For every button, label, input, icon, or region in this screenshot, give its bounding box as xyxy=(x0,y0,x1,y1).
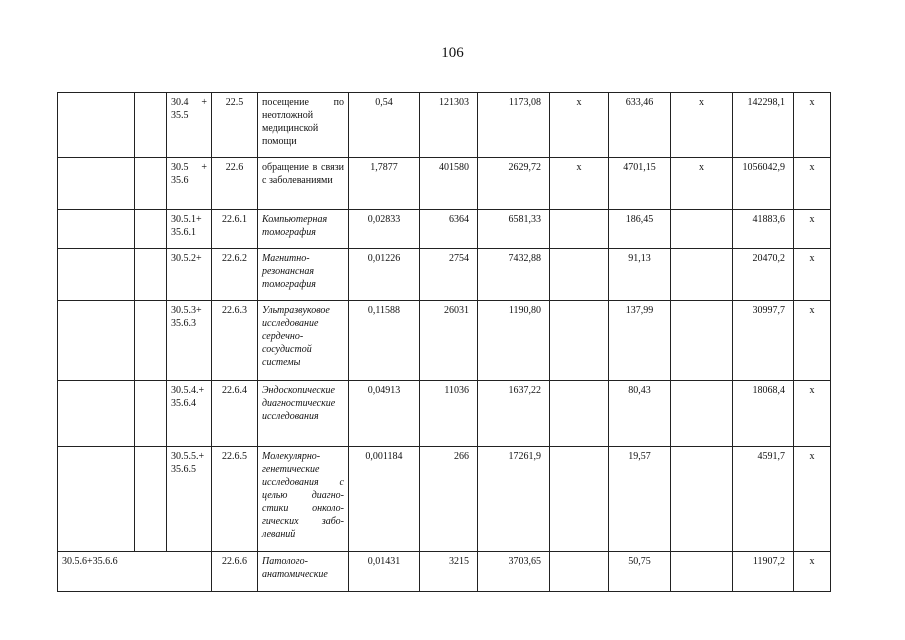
table-row xyxy=(58,249,831,301)
value-cell: 2754 xyxy=(420,249,478,301)
sub-code-cell: 22.6.1 xyxy=(212,210,258,249)
table-row xyxy=(58,210,831,249)
empty-cell xyxy=(135,210,167,249)
code-cell: 30.5.4.+ 35.6.4 xyxy=(167,381,212,447)
value-cell: 0,01431 xyxy=(349,552,420,592)
description-cell: Эндоскопические диагностические исследования xyxy=(258,381,349,447)
value-cell: 121303 xyxy=(420,93,478,158)
value-cell: 0,04913 xyxy=(349,381,420,447)
table-row xyxy=(58,381,831,447)
value-cell: 41883,6 xyxy=(733,210,794,249)
value-cell: 4701,15 xyxy=(609,158,671,210)
value-cell: х xyxy=(794,381,831,447)
value-cell: 1190,80 xyxy=(478,301,550,381)
value-cell: 11907,2 xyxy=(733,552,794,592)
sub-code-cell: 22.6.4 xyxy=(212,381,258,447)
value-cell: 3215 xyxy=(420,552,478,592)
code-cell: 30.5.2+ xyxy=(167,249,212,301)
value-cell: 633,46 xyxy=(609,93,671,158)
value-cell: 20470,2 xyxy=(733,249,794,301)
empty-cell xyxy=(58,447,135,552)
value-cell: х xyxy=(794,552,831,592)
value-cell: 0,02833 xyxy=(349,210,420,249)
value-cell xyxy=(671,210,733,249)
code-cell: 30.5.1+ 35.6.1 xyxy=(167,210,212,249)
empty-cell xyxy=(58,301,135,381)
value-cell xyxy=(550,301,609,381)
value-cell: 11036 xyxy=(420,381,478,447)
value-cell xyxy=(550,249,609,301)
table-row xyxy=(58,552,831,592)
value-cell: 19,57 xyxy=(609,447,671,552)
value-cell: 17261,9 xyxy=(478,447,550,552)
value-cell: 1173,08 xyxy=(478,93,550,158)
table-row xyxy=(58,93,831,158)
empty-cell xyxy=(135,93,167,158)
value-cell: х xyxy=(794,447,831,552)
empty-cell xyxy=(135,381,167,447)
value-cell: х xyxy=(794,210,831,249)
value-cell: х xyxy=(794,249,831,301)
value-cell: 0,54 xyxy=(349,93,420,158)
value-cell: 1,7877 xyxy=(349,158,420,210)
value-cell: 1056042,9 xyxy=(733,158,794,210)
value-cell: х xyxy=(550,158,609,210)
empty-cell xyxy=(58,210,135,249)
value-cell xyxy=(550,210,609,249)
value-cell xyxy=(671,301,733,381)
sub-code-cell: 22.6.6 xyxy=(212,552,258,592)
value-cell xyxy=(671,381,733,447)
empty-cell xyxy=(135,249,167,301)
empty-cell xyxy=(58,249,135,301)
value-cell: х xyxy=(794,93,831,158)
empty-cell xyxy=(58,158,135,210)
code-cell: 30.4 + 35.5 xyxy=(167,93,212,158)
empty-cell xyxy=(135,301,167,381)
value-cell: 18068,4 xyxy=(733,381,794,447)
value-cell: 50,75 xyxy=(609,552,671,592)
description-cell: Магнитно-резонансная томография xyxy=(258,249,349,301)
data-table xyxy=(57,92,831,592)
value-cell: 401580 xyxy=(420,158,478,210)
value-cell: х xyxy=(794,301,831,381)
value-cell: 30997,7 xyxy=(733,301,794,381)
value-cell xyxy=(550,447,609,552)
value-cell: х xyxy=(550,93,609,158)
table-row xyxy=(58,301,831,381)
value-cell: 26031 xyxy=(420,301,478,381)
value-cell: 142298,1 xyxy=(733,93,794,158)
value-cell: 0,01226 xyxy=(349,249,420,301)
description-cell: Молекулярно-генетические исследования с целью диагностики онкологических заболеваний xyxy=(258,447,349,552)
empty-cell xyxy=(135,447,167,552)
empty-cell xyxy=(135,158,167,210)
table-row xyxy=(58,158,831,210)
value-cell: 0,001184 xyxy=(349,447,420,552)
empty-cell xyxy=(58,93,135,158)
empty-cell xyxy=(58,381,135,447)
value-cell: 186,45 xyxy=(609,210,671,249)
value-cell: 137,99 xyxy=(609,301,671,381)
value-cell: х xyxy=(671,93,733,158)
value-cell: 266 xyxy=(420,447,478,552)
description-cell: Ультразвуковое исследование сердечно-сосудистой системы xyxy=(258,301,349,381)
value-cell: 6364 xyxy=(420,210,478,249)
sub-code-cell: 22.6 xyxy=(212,158,258,210)
value-cell: 2629,72 xyxy=(478,158,550,210)
value-cell xyxy=(671,249,733,301)
description-cell: Патолого-анатомические xyxy=(258,552,349,592)
value-cell: 0,11588 xyxy=(349,301,420,381)
value-cell: 7432,88 xyxy=(478,249,550,301)
value-cell xyxy=(550,552,609,592)
sub-code-cell: 22.5 xyxy=(212,93,258,158)
value-cell: х xyxy=(671,158,733,210)
value-cell: 4591,7 xyxy=(733,447,794,552)
value-cell: 6581,33 xyxy=(478,210,550,249)
description-cell: обращение в связи с заболеваниями xyxy=(258,158,349,210)
sub-code-cell: 22.6.3 xyxy=(212,301,258,381)
code-cell: 30.5.5.+ 35.6.5 xyxy=(167,447,212,552)
code-cell: 30.5 + 35.6 xyxy=(167,158,212,210)
code-cell: 30.5.6+35.6.6 xyxy=(58,552,212,592)
table-row xyxy=(58,447,831,552)
value-cell: 1637,22 xyxy=(478,381,550,447)
sub-code-cell: 22.6.5 xyxy=(212,447,258,552)
page-number: 106 xyxy=(441,45,464,61)
description-cell: посещение по неотложной медицинской помощи xyxy=(258,93,349,158)
value-cell xyxy=(671,447,733,552)
code-cell: 30.5.3+ 35.6.3 xyxy=(167,301,212,381)
value-cell: 80,43 xyxy=(609,381,671,447)
value-cell xyxy=(550,381,609,447)
value-cell: 3703,65 xyxy=(478,552,550,592)
value-cell: х xyxy=(794,158,831,210)
value-cell xyxy=(671,552,733,592)
description-cell: Компьютерная томография xyxy=(258,210,349,249)
value-cell: 91,13 xyxy=(609,249,671,301)
sub-code-cell: 22.6.2 xyxy=(212,249,258,301)
